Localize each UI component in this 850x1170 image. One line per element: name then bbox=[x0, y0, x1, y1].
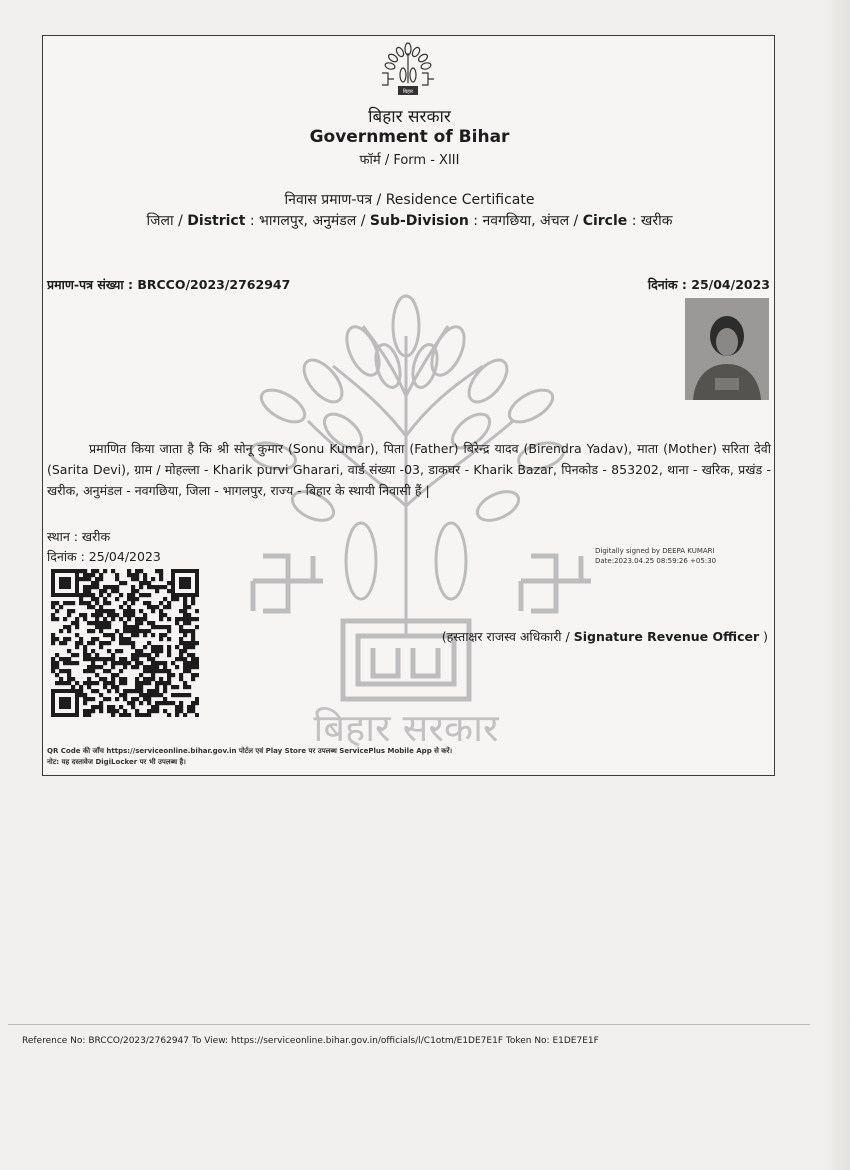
district-line bbox=[43, 211, 775, 230]
signature-suffix: ) bbox=[759, 629, 768, 644]
signature-prefix: (हस्ताक्षर राजस्व अधिकारी / bbox=[441, 629, 574, 644]
subdivision-value: : नवगछिया, अंचल / bbox=[468, 213, 583, 229]
circle-value: : खरीक bbox=[627, 213, 673, 229]
form-label: फॉर्म / Form - XIII bbox=[359, 153, 460, 168]
bihar-emblem-icon bbox=[376, 39, 440, 97]
person-photo-icon bbox=[685, 298, 769, 400]
emblem-caption: बिहार bbox=[402, 89, 414, 95]
certificate-frame bbox=[42, 35, 775, 776]
applicant-photo bbox=[685, 298, 769, 400]
certificate-statement bbox=[47, 438, 771, 501]
page-edge-shadow bbox=[822, 0, 850, 1170]
issue-date: दिनांक : 25/04/2023 bbox=[47, 549, 161, 564]
certificate-number: प्रमाण-पत्र संख्या : BRCCO/2023/2762947 bbox=[47, 277, 291, 292]
digital-signature bbox=[595, 546, 716, 566]
digital-signature-date: Date:2023.04.25 08:59:26 +05:30 bbox=[595, 557, 717, 565]
district-value: : भागलपुर, अनुमंडल / bbox=[245, 213, 370, 229]
issue-place: स्थान : खरीक bbox=[47, 529, 111, 544]
watermark-text: बिहार सरकार bbox=[313, 706, 499, 750]
subdivision-label: Sub-Division bbox=[369, 213, 469, 229]
district-label: District bbox=[187, 213, 246, 229]
qr-note-line-1: QR Code की जाँच https://serviceonline.bihar.gov.in पोर्टल एवं Play Store पर उपलब्ध ServicePlus Mobile App से करें। bbox=[47, 747, 453, 755]
digital-signature-name: Digitally signed by DEEPA KUMARI bbox=[595, 547, 715, 555]
qr-note-line-2: नोट: यह दस्तावेज DigiLocker पर भी उपलब्ध है। bbox=[47, 758, 186, 766]
certificate-date: दिनांक : 25/04/2023 bbox=[647, 277, 770, 292]
certificate-title: निवास प्रमाण-पत्र / Residence Certificate bbox=[284, 192, 535, 208]
qr-verification-note bbox=[47, 746, 452, 768]
footer-reference: Reference No: BRCCO/2023/2762947 To View: https://serviceonline.bihar.gov.in/officials/l/C1otm/E1DE7E1F Token No: E1DE7E1F bbox=[22, 1036, 599, 1046]
statement-text: प्रमाणित किया जाता है कि श्री सोनू कुमार (Sonu Kumar), पिता (Father) बिरेन्द्र यादव (Birendra Yadav), माता (Mother) सरिता देवी (Sarita Devi), ग्राम / मोहल्ला - Kharik purvi Gharari, वार्ड संख्या -03, डाकघर - Kharik Bazar, पिनकोड - 853202, थाना - खरिक, प्रखंड - खरीक, अनुमंडल - नवगछिया, जिला - भागलपुर, राज्य - बिहार के स्थायी निवासी हैं | bbox=[47, 441, 771, 498]
circle-label: Circle bbox=[582, 213, 628, 229]
govt-title-english: Government of Bihar bbox=[309, 127, 510, 147]
footer-divider bbox=[8, 1024, 810, 1025]
govt-title-hindi: बिहार सरकार bbox=[368, 107, 451, 127]
qr-code bbox=[51, 569, 199, 717]
district-prefix: जिला / bbox=[146, 213, 188, 229]
signature-title: Signature Revenue Officer bbox=[573, 629, 760, 644]
signature-officer bbox=[442, 628, 768, 645]
